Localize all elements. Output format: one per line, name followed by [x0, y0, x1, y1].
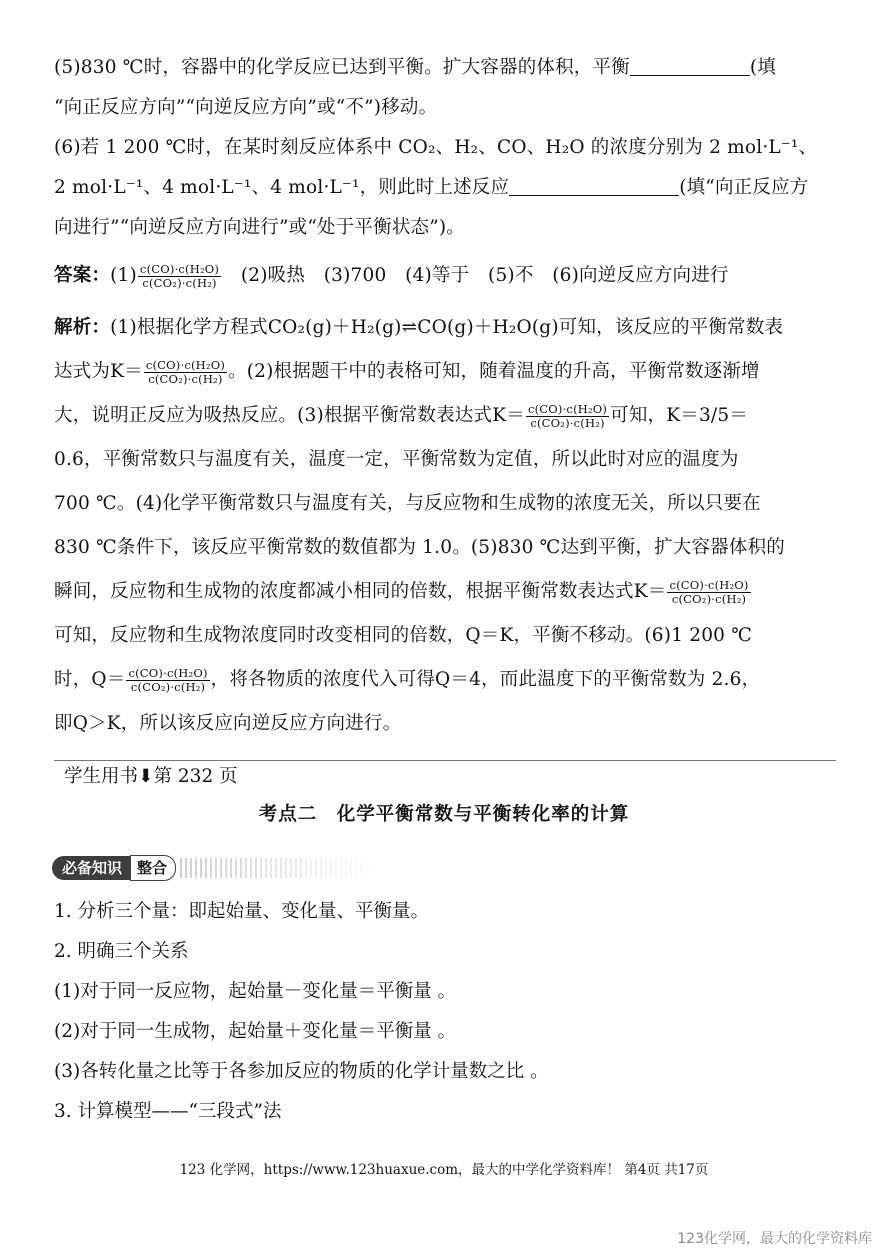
- answer-blank: [509, 173, 679, 196]
- analysis-line-2: 达式为K＝ $\frac{\text{c(CO)·c(H₂O)}}{\text{c(CO₂)·c(H₂)}}$ 。(2)根据题干中的表格可知，随着温度的升高，平衡常数逐渐增: [54, 357, 760, 386]
- analysis-line-6: 830 ℃条件下，该反应平衡常数的数值都为 1.0。(5)830 ℃达到平衡，扩大容器体积的: [54, 537, 785, 558]
- fraction: $\frac{\text{c(CO)·c(H₂O)}}{\text{c(CO₂)·c(H₂)}}$: [139, 261, 220, 290]
- answer-blank: [630, 53, 750, 76]
- q5-line-2: “向正反应方向”“向逆反应方向”或“不”)移动。: [54, 97, 438, 118]
- fraction: $\frac{\text{c(CO)·c(H₂O)}}{\text{c(CO₂)·c(H₂)}}$: [527, 401, 608, 430]
- knowledge-list: [54, 892, 844, 1132]
- badge-stripes-decoration: [180, 858, 380, 878]
- list-item: 3. 计算模型——“三段式”法: [54, 1101, 282, 1122]
- analysis-block: [54, 306, 844, 746]
- arrow-down-icon: ⬇: [138, 766, 154, 787]
- badge-light: 整合: [130, 855, 176, 881]
- list-item: (2)对于同一生成物，起始量＋变化量＝平衡量 。: [54, 1021, 457, 1042]
- analysis-line-9: 时，Q＝ $\frac{\text{c(CO)·c(H₂O)}}{\text{c(CO₂)·c(H₂)}}$ ，将各物质的浓度代入可得Q＝4，而此温度下的平衡常数为 2.6，: [54, 665, 761, 694]
- list-item: 2. 明确三个关系: [54, 941, 189, 962]
- list-item: (3)各转化量之比等于各参加反应的物质的化学计量数之比 。: [54, 1061, 549, 1082]
- fraction: $\frac{\text{c(CO)·c(H₂O)}}{\text{c(CO₂)·c(H₂)}}$: [145, 357, 226, 386]
- analysis-line-1: 解析：(1)根据化学方程式CO₂(g)＋H₂(g)⇌CO(g)＋H₂O(g)可知，该反应的平衡常数表: [54, 317, 784, 338]
- section-badge: [52, 855, 380, 881]
- fraction: $\frac{\text{c(CO)·c(H₂O)}}{\text{c(CO₂)·c(H₂)}}$: [128, 665, 208, 694]
- page-footer: 123 化学网，https://www.123huaxue.com，最大的中学化学资料库！ 第4页 共17页: [179, 1162, 709, 1178]
- badge-dark: 必备知识: [52, 856, 132, 880]
- q6-line-1: (6)若 1 200 ℃时，在某时刻反应体系中 CO₂、H₂、CO、H₂O 的浓度分别为 2 mol·L⁻¹、: [54, 137, 818, 158]
- analysis-line-7: 瞬间，反应物和生成物的浓度都减小相同的倍数，根据平衡常数表达式K＝ $\frac{\text{c(CO)·c(H₂O)}}{\text{c(CO₂)·c(H₂)}}$: [54, 577, 749, 606]
- list-item: (1)对于同一反应物，起始量－变化量＝平衡量 。: [54, 981, 457, 1002]
- analysis-line-10: 即Q＞K，所以该反应向逆反应方向进行。: [54, 713, 402, 734]
- list-item: 1. 分析三个量：即起始量、变化量、平衡量。: [54, 901, 430, 922]
- analysis-line-3: 大，说明正反应为吸热反应。(3)根据平衡常数表达式K＝ $\frac{\text{c(CO)·c(H₂O)}}{\text{c(CO₂)·c(H₂)}}$ 可知，K＝3/5＝: [54, 401, 749, 430]
- question-block: [54, 48, 844, 248]
- answer-line: 答案：(1) $\frac{\text{c(CO)·c(H₂O)}}{\text{c(CO₂)·c(H₂)}}$ (2)吸热 (3)700 (4)等于 (5)不 (6)向逆反应方向进行: [54, 261, 729, 290]
- section-divider: [54, 760, 836, 761]
- section-title: 考点二 化学平衡常数与平衡转化率的计算: [258, 804, 630, 825]
- q6-line-3: 向进行”“向逆反应方向进行”或“处于平衡状态”)。: [54, 217, 466, 238]
- fraction: $\frac{\text{c(CO)·c(H₂O)}}{\text{c(CO₂)·c(H₂)}}$: [669, 577, 749, 606]
- answer-block: [54, 256, 844, 296]
- watermark: 123化学网，最大的化学资料库: [677, 1231, 872, 1247]
- q6-line-2: 2 mol·L⁻¹、4 mol·L⁻¹、4 mol·L⁻¹，则此时上述反应 (填“向正反应方: [54, 168, 844, 208]
- student-book-link[interactable]: 学生用书⬇第 232 页: [64, 766, 238, 787]
- analysis-line-5: 700 ℃。(4)化学平衡常数只与温度有关，与反应物和生成物的浓度无关，所以只要在: [54, 493, 761, 514]
- q5-line-1: (5)830 ℃时，容器中的化学反应已达到平衡。扩大容器的体积，平衡 (填: [54, 48, 844, 88]
- analysis-line-4: 0.6，平衡常数只与温度有关，温度一定，平衡常数为定值，所以此时对应的温度为: [54, 449, 739, 470]
- analysis-line-8: 可知，反应物和生成物浓度同时改变相同的倍数，Q＝K，平衡不移动。(6)1 200 ℃: [54, 625, 753, 646]
